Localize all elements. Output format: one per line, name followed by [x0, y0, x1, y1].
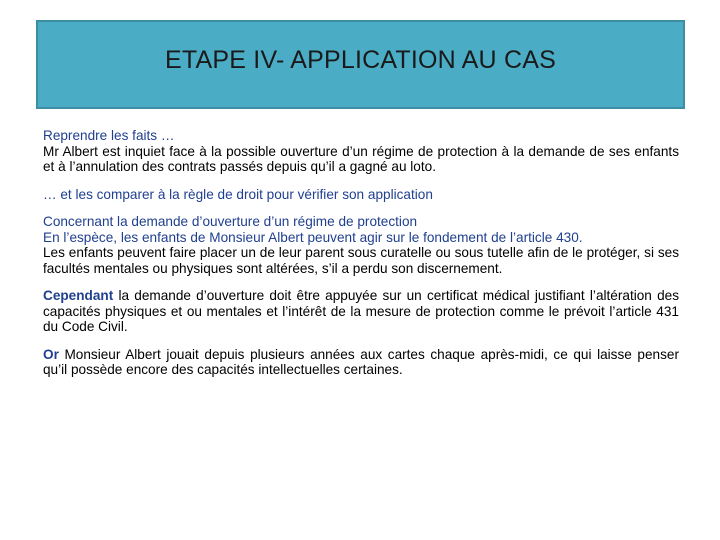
section2-lead: Cependant — [43, 288, 114, 303]
compare-heading: … et les comparer à la règle de droit pour vérifier son application — [43, 186, 433, 202]
section-or — [43, 347, 679, 378]
section2-text: la demande d’ouverture doit être appuyée sur un certificat médical justifiant l’altération des capacités physiques et ou mentales et l’intérêt de la mesure de protection comme le prévoit l’article 431 du Code Civil. — [43, 288, 679, 334]
title-banner — [36, 20, 685, 109]
intro-text: Mr Albert est inquiet face à la possible ouverture d’un régime de protection à la demande de ses enfants et à l’annulation des contrats passés depuis qu’il a gagné au loto. — [43, 143, 679, 174]
compare-section — [43, 187, 679, 203]
section1-line2: Les enfants peuvent faire placer un de leur parent sous curatelle ou sous tutelle afin de le protéger, si ses facultés mentales ou physiques sont altérées, s’il a perdu son discernement. — [43, 245, 679, 276]
section3-paragraph — [43, 347, 679, 378]
section2-paragraph — [43, 288, 679, 335]
section-however — [43, 288, 679, 335]
section1-line1: En l’espèce, les enfants de Monsieur Albert peuvent agir sur le fondement de l’article 430. — [43, 229, 583, 245]
intro-heading: Reprendre les faits … — [43, 128, 175, 143]
slide-title: ETAPE IV- APPLICATION AU CAS — [165, 46, 556, 74]
section3-text: Monsieur Albert jouait depuis plusieurs années aux cartes chaque après-midi, ce qui laisse penser qu’il possède encore des capacités intellectuelles certaines. — [43, 346, 679, 377]
section1-heading: Concernant la demande d’ouverture d’un régime de protection — [43, 214, 418, 229]
section3-lead: Or — [43, 346, 59, 362]
intro-section — [43, 128, 679, 175]
slide-body — [43, 128, 679, 390]
section-opening-request — [43, 214, 679, 276]
